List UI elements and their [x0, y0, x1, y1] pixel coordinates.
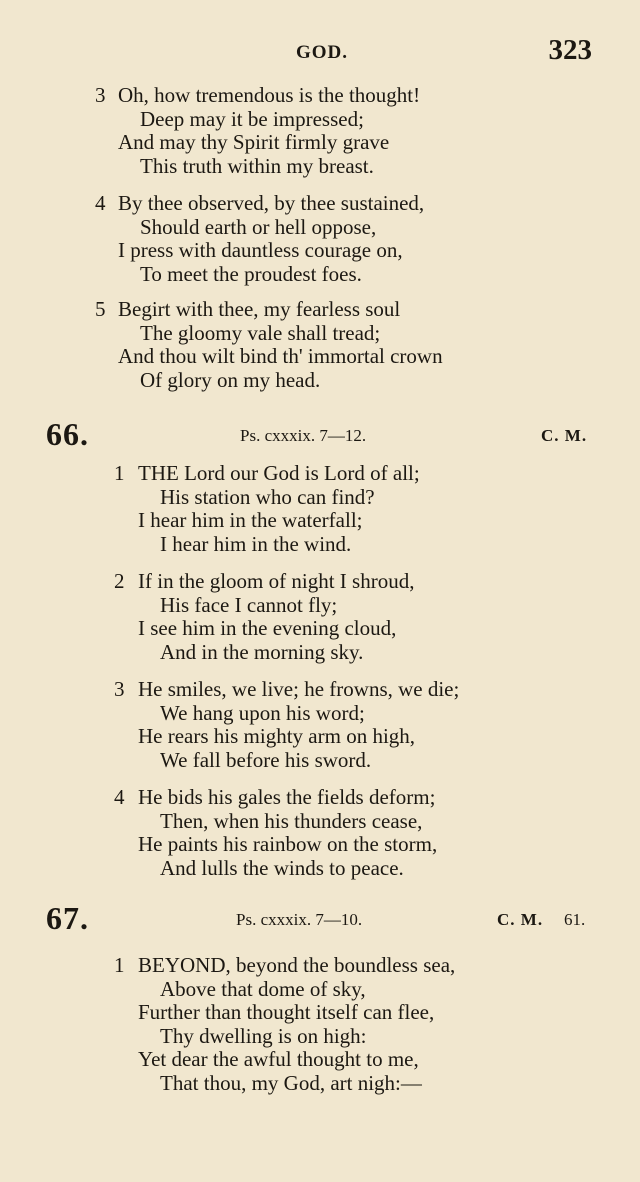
stanza-4-top — [0, 192, 640, 286]
verse-line: I hear him in the wind. — [160, 531, 352, 556]
stanza-number: 4 — [95, 191, 106, 215]
verse-line: THE Lord our God is Lord of all; — [138, 461, 420, 485]
hymn-67-heading — [0, 900, 640, 940]
stanza-number: 4 — [114, 785, 125, 809]
verse-line: Then, when his thunders cease, — [160, 808, 423, 833]
stanza-number: 2 — [114, 569, 125, 593]
verse-line: Above that dome of sky, — [160, 976, 366, 1001]
verse-line: This truth within my breast. — [140, 153, 374, 178]
hymn-66-stanza-1 — [0, 462, 640, 556]
stanza-5-top — [0, 298, 640, 392]
hymn-66-stanza-4 — [0, 786, 640, 880]
verse-line: Should earth or hell oppose, — [140, 214, 377, 239]
verse-line: Yet dear the awful thought to me, — [138, 1047, 419, 1071]
hymn-meter: C. M. — [541, 426, 588, 445]
verse-line: We fall before his sword. — [160, 747, 372, 772]
hymn-meter: C. M. — [497, 910, 544, 929]
verse-line: His face I cannot fly; — [160, 592, 338, 617]
verse-line: Thy dwelling is on high: — [160, 1023, 367, 1048]
page-number: 323 — [548, 34, 592, 66]
hymn-reference: Ps. cxxxix. 7—10. — [236, 910, 363, 929]
hymn-66-stanza-2 — [0, 570, 640, 664]
verse-line: The gloomy vale shall tread; — [140, 320, 381, 345]
verse-line: BEYOND, beyond the boundless sea, — [138, 953, 456, 977]
hymn-66-heading — [0, 416, 640, 456]
verse-line: He rears his mighty arm on high, — [138, 724, 416, 748]
verse-line: Oh, how tremendous is the thought! — [118, 83, 421, 107]
verse-line: And thou wilt bind th' immortal crown — [118, 344, 443, 368]
hymn-reference: Ps. cxxxix. 7—12. — [240, 426, 367, 445]
verse-line: We hang upon his word; — [160, 700, 365, 725]
stanza-3-top — [0, 84, 640, 178]
verse-line: He smiles, we live; he frowns, we die; — [138, 677, 460, 701]
running-title: GOD. — [296, 42, 349, 63]
verse-line: That thou, my God, art nigh:— — [160, 1070, 422, 1095]
verse-line: If in the gloom of night I shroud, — [138, 569, 415, 593]
stanza-number: 3 — [95, 83, 106, 107]
tune-number: 61. — [564, 910, 586, 929]
verse-line: I hear him in the waterfall; — [138, 508, 363, 532]
verse-line: Begirt with thee, my fearless soul — [118, 297, 401, 321]
stanza-number: 3 — [114, 677, 125, 701]
hymn-number: 67. — [46, 900, 89, 936]
hymn-66-stanza-3 — [0, 678, 640, 772]
verse-line: I see him in the evening cloud, — [138, 616, 397, 640]
verse-line: He bids his gales the fields deform; — [138, 785, 436, 809]
verse-line: And may thy Spirit firmly grave — [118, 130, 390, 154]
verse-line: To meet the proudest foes. — [140, 261, 362, 286]
running-head — [0, 30, 640, 70]
stanza-number: 5 — [95, 297, 106, 321]
stanza-number: 1 — [114, 953, 125, 977]
hymn-67-stanza-1 — [0, 954, 640, 1095]
verse-line: Further than thought itself can flee, — [138, 1000, 435, 1024]
verse-line: I press with dauntless courage on, — [118, 238, 403, 262]
verse-line: And in the morning sky. — [160, 639, 364, 664]
verse-line: Deep may it be impressed; — [140, 106, 364, 131]
verse-line: And lulls the winds to peace. — [160, 855, 404, 880]
stanza-number: 1 — [114, 461, 125, 485]
verse-line: By thee observed, by thee sustained, — [118, 191, 425, 215]
verse-line: He paints his rainbow on the storm, — [138, 832, 438, 856]
verse-line: His station who can find? — [160, 484, 375, 509]
hymn-number: 66. — [46, 416, 89, 452]
verse-line: Of glory on my head. — [140, 367, 321, 392]
